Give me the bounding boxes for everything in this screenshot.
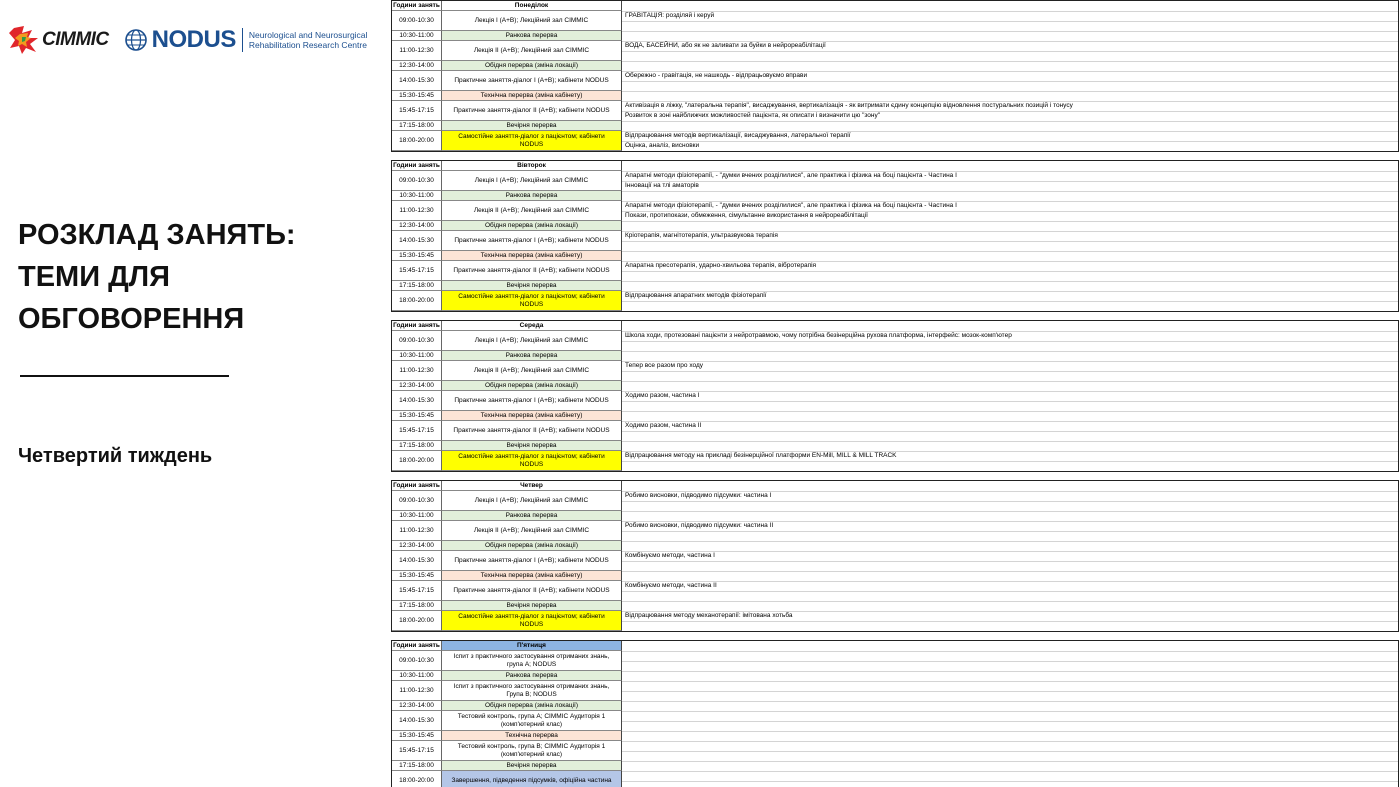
activity-cell: Самостійне заняття-діалог з пацієнтом; кабінети NODUS: [442, 451, 622, 471]
day-name: Четвер: [442, 481, 622, 491]
time-cell: 15:30-15:45: [392, 91, 442, 101]
activity-cell: Тестовий контроль, група А; CIMMIC Аудиторія 1 (комп'ютерний клас): [442, 711, 622, 731]
schedule-row: [392, 361, 1398, 381]
day-name: П'ятниця: [442, 641, 622, 651]
activity-cell: Лекція II (А+В); Лекційний зал CIMMIC: [442, 521, 622, 541]
time-cell: 09:00-10:30: [392, 11, 442, 31]
activity-cell: Іспит з практичного застосування отриманих знань, Група В; NODUS: [442, 681, 622, 701]
time-cell: 14:00-15:30: [392, 231, 442, 251]
topic-line: Комбінуємо методи, частина I: [625, 552, 715, 559]
topic-line: Ходимо разом, частина II: [625, 422, 702, 429]
activity-cell: Обідня перерва (зміна локації): [442, 541, 622, 551]
time-cell: 09:00-10:30: [392, 651, 442, 671]
schedule-row: [392, 191, 1398, 201]
activity-cell: Практичне заняття-діалог II (А+В); кабінети NODUS: [442, 421, 622, 441]
activity-cell: Завершення, підведення підсумків, офіційна частина: [442, 771, 622, 787]
topic-line: Обережно - гравітація, не нашкодь - відпрацьовуємо вправи: [625, 72, 808, 79]
topic-line: Інновації на тлі аматорів: [625, 181, 699, 189]
topic-line: ГРАВІТАЦІЯ: розділяй і керуй: [625, 12, 715, 19]
schedule-row: [392, 581, 1398, 601]
topic-text: [625, 71, 807, 81]
title-divider: [20, 375, 229, 377]
activity-cell: Лекція II (А+В); Лекційний зал CIMMIC: [442, 201, 622, 221]
topic-text: [625, 291, 766, 301]
topic-line: Школа ходи, протезовані пацієнти з нейротравмою, чому потрібна безінерційна рухова платформа, інтерфейс: мозок-комп'ютер: [625, 332, 1012, 339]
day-block: [391, 480, 1399, 632]
schedule-row: [392, 381, 1398, 391]
schedule-row: [392, 651, 1398, 671]
hours-header: Години занять: [392, 321, 442, 331]
schedule-row: [392, 571, 1398, 581]
nodus-caption-line-1: Neurological and Neurosurgical: [248, 30, 368, 40]
schedule-row: [392, 91, 1398, 101]
time-cell: 17:15-18:00: [392, 601, 442, 611]
schedule-row: [392, 701, 1398, 711]
topic-text: [625, 361, 703, 371]
topic-text: [625, 391, 699, 401]
schedule-row: [392, 31, 1398, 41]
time-cell: 09:00-10:30: [392, 331, 442, 351]
schedule-row: [392, 521, 1398, 541]
schedule-row: [392, 511, 1398, 521]
topic-line: Тепер все разом про ходу: [625, 362, 704, 369]
activity-cell: Практичне заняття-діалог II (А+В); кабінети NODUS: [442, 101, 622, 121]
topic-line: Апаратна пресотерапія, ударно-хвильова терапія, вібротерапія: [625, 262, 817, 269]
activity-cell: Технічна перерва (зміна кабінету): [442, 91, 622, 101]
time-cell: 12:30-14:00: [392, 381, 442, 391]
schedule-row: [392, 11, 1398, 31]
nodus-caption: [249, 30, 368, 50]
time-cell: 14:00-15:30: [392, 551, 442, 571]
schedule-row: [392, 761, 1398, 771]
time-cell: 11:00-12:30: [392, 361, 442, 381]
time-cell: 10:30-11:00: [392, 511, 442, 521]
title-line-3: ОБГОВОРЕННЯ: [18, 303, 245, 335]
schedule-row: [392, 731, 1398, 741]
cimmic-logo: [8, 24, 109, 56]
topic-text: [625, 491, 771, 501]
schedule-row: [392, 421, 1398, 441]
schedule-row: [392, 601, 1398, 611]
topic-line: Ходимо разом, частина I: [625, 392, 700, 399]
time-cell: 11:00-12:30: [392, 41, 442, 61]
schedule-row: [392, 391, 1398, 411]
activity-cell: Лекція I (А+В); Лекційний зал CIMMIC: [442, 491, 622, 511]
activity-cell: Практичне заняття-діалог I (А+В); кабінети NODUS: [442, 391, 622, 411]
topic-line: ВОДА, БАСЕЙНИ, або як не заливати за буйки в нейрореабілітації: [625, 42, 826, 49]
time-cell: 14:00-15:30: [392, 391, 442, 411]
time-cell: 09:00-10:30: [392, 491, 442, 511]
topic-text: [625, 521, 773, 531]
topic-line: Оцінка, аналіз, висновки: [625, 141, 700, 149]
page-title: [18, 214, 358, 340]
day-block: [391, 640, 1399, 787]
schedule-row: [392, 281, 1398, 291]
schedule-row: [392, 491, 1398, 511]
activity-cell: Практичне заняття-діалог I (А+В); кабінети NODUS: [442, 551, 622, 571]
schedule-row: [392, 41, 1398, 61]
time-cell: 10:30-11:00: [392, 671, 442, 681]
activity-cell: Ранкова перерва: [442, 671, 622, 681]
topic-line: Апаратні методи фізіотерапії, - "думки вчених розділилися", але практика і фізика на боці пацієнта - Частина I: [625, 202, 957, 209]
time-cell: 12:30-14:00: [392, 541, 442, 551]
activity-cell: Ранкова перерва: [442, 191, 622, 201]
activity-cell: Іспит з практичного застосування отриманих знань, група А; NODUS: [442, 651, 622, 671]
week-label: Четвертий тиждень: [18, 445, 213, 467]
schedule-row: [392, 541, 1398, 551]
schedule-row: [392, 221, 1398, 231]
activity-cell: Вечірня перерва: [442, 121, 622, 131]
time-cell: 11:00-12:30: [392, 681, 442, 701]
schedule-row: [392, 71, 1398, 91]
topic-text: [625, 201, 957, 220]
logo-separator: [242, 28, 243, 52]
schedule-row: [392, 291, 1398, 311]
topic-text: [625, 451, 897, 461]
topic-text: [625, 231, 778, 241]
topic-line: Кріотерапія, магнітотерапія, ультразвукова терапія: [625, 232, 778, 239]
time-cell: 09:00-10:30: [392, 171, 442, 191]
activity-cell: Обідня перерва (зміна локації): [442, 381, 622, 391]
time-cell: 17:15-18:00: [392, 281, 442, 291]
activity-cell: Вечірня перерва: [442, 441, 622, 451]
day-block: [391, 160, 1399, 312]
nodus-caption-line-2: Rehabilitation Research Centre: [248, 40, 367, 50]
nodus-wordmark: NODUS: [151, 26, 236, 53]
hours-header: Години занять: [392, 161, 442, 171]
time-cell: 10:30-11:00: [392, 351, 442, 361]
topic-text: [625, 131, 851, 150]
time-cell: 18:00-20:00: [392, 771, 442, 787]
topic-line: Активізація в ліжку, "латеральна терапія", висаджування, вертикалізація - як витримати єдину концепцію відновлення постуральних позицій і тонусу: [625, 102, 1073, 109]
time-cell: 15:30-15:45: [392, 411, 442, 421]
activity-cell: Лекція I (А+В); Лекційний зал CIMMIC: [442, 171, 622, 191]
topic-line: Розвиток в зоні найближчих можливостей пацієнта, як описати і визначити цю "зону": [625, 111, 881, 119]
hours-header: Години занять: [392, 481, 442, 491]
activity-cell: Лекція I (А+В); Лекційний зал CIMMIC: [442, 11, 622, 31]
time-cell: 12:30-14:00: [392, 701, 442, 711]
time-cell: 18:00-20:00: [392, 131, 442, 151]
topic-line: Робимо висновки, підводимо підсумки: частина II: [625, 522, 774, 529]
time-cell: 15:45-17:15: [392, 741, 442, 761]
schedule-row: [392, 411, 1398, 421]
activity-cell: Тестовий контроль, група В; CIMMIC Аудиторія 1 (комп'ютерний клас): [442, 741, 622, 761]
schedule-row: [392, 681, 1398, 701]
time-cell: 17:15-18:00: [392, 121, 442, 131]
schedule-row: [392, 711, 1398, 731]
time-cell: 18:00-20:00: [392, 611, 442, 631]
topic-line: Відпрацювання методів вертикалізації, висаджування, латеральної терапії: [625, 132, 851, 139]
topic-text: [625, 171, 957, 190]
topic-text: [625, 551, 715, 561]
cimmic-wordmark: CIMMIC: [42, 29, 109, 50]
activity-cell: Технічна перерва (зміна кабінету): [442, 251, 622, 261]
activity-cell: Ранкова перерва: [442, 351, 622, 361]
schedule-row: [392, 261, 1398, 281]
activity-cell: Технічна перерва (зміна кабінету): [442, 411, 622, 421]
cimmic-mark-icon: [8, 24, 40, 56]
title-line-2: ТЕМИ ДЛЯ: [18, 261, 170, 293]
activity-cell: Обідня перерва (зміна локації): [442, 61, 622, 71]
schedule-row: [392, 131, 1398, 151]
time-cell: 12:30-14:00: [392, 61, 442, 71]
time-cell: 18:00-20:00: [392, 291, 442, 311]
hours-header: Години занять: [392, 1, 442, 11]
day-block: [391, 320, 1399, 472]
time-cell: 11:00-12:30: [392, 521, 442, 541]
time-cell: 14:00-15:30: [392, 711, 442, 731]
globe-icon: [125, 29, 147, 51]
time-cell: 17:15-18:00: [392, 761, 442, 771]
activity-cell: Практичне заняття-діалог I (А+В); кабінети NODUS: [442, 71, 622, 91]
time-cell: 15:45-17:15: [392, 261, 442, 281]
schedule-row: [392, 551, 1398, 571]
activity-cell: Лекція II (А+В); Лекційний зал CIMMIC: [442, 41, 622, 61]
activity-cell: Обідня перерва (зміна локації): [442, 221, 622, 231]
time-cell: 17:15-18:00: [392, 441, 442, 451]
time-cell: 11:00-12:30: [392, 201, 442, 221]
schedule-row: [392, 231, 1398, 251]
activity-cell: Лекція I (А+В); Лекційний зал CIMMIC: [442, 331, 622, 351]
activity-cell: Самостійне заняття-діалог з пацієнтом; кабінети NODUS: [442, 131, 622, 151]
topic-text: [625, 261, 816, 271]
time-cell: 15:30-15:45: [392, 251, 442, 261]
time-cell: 15:45-17:15: [392, 581, 442, 601]
topic-text: [625, 41, 826, 51]
day-name: Понеділок: [442, 1, 622, 11]
activity-cell: Лекція II (А+В); Лекційний зал CIMMIC: [442, 361, 622, 381]
topic-line: Комбінуємо методи, частина II: [625, 582, 717, 589]
schedule-row: [392, 121, 1398, 131]
topic-line: Робимо висновки, підводимо підсумки: частина I: [625, 492, 772, 499]
time-cell: 15:45-17:15: [392, 101, 442, 121]
topic-text: [625, 421, 701, 431]
topic-text: [625, 611, 793, 621]
time-cell: 15:45-17:15: [392, 421, 442, 441]
topic-line: Відпрацювання методу на прикладі безінерційної платформи EN-Mill, MILL & MILL TRACK: [625, 452, 897, 459]
activity-cell: Обідня перерва (зміна локації): [442, 701, 622, 711]
topic-line: Апаратні методи фізіотерапії, - "думки вчених розділилися", але практика і фізика на боці пацієнта - Частина I: [625, 172, 957, 179]
day-block: [391, 0, 1399, 152]
activity-cell: Ранкова перерва: [442, 511, 622, 521]
schedule-row: [392, 351, 1398, 361]
activity-cell: Практичне заняття-діалог II (А+В); кабінети NODUS: [442, 261, 622, 281]
topic-line: Відпрацювання апаратних методів фізіотерапії: [625, 292, 767, 299]
activity-cell: Вечірня перерва: [442, 281, 622, 291]
topic-line: Відпрацювання методу механотерапії: імітована хотьба: [625, 612, 793, 619]
schedule-row: [392, 671, 1398, 681]
day-name: Вівторок: [442, 161, 622, 171]
activity-cell: Технічна перерва (зміна кабінету): [442, 571, 622, 581]
topic-text: [625, 11, 714, 21]
activity-cell: Вечірня перерва: [442, 601, 622, 611]
time-cell: 10:30-11:00: [392, 31, 442, 41]
activity-cell: Самостійне заняття-діалог з пацієнтом; кабінети NODUS: [442, 291, 622, 311]
schedule-row: [392, 611, 1398, 631]
time-cell: 12:30-14:00: [392, 221, 442, 231]
activity-cell: Практичне заняття-діалог II (А+В); кабінети NODUS: [442, 581, 622, 601]
activity-cell: Самостійне заняття-діалог з пацієнтом; кабінети NODUS: [442, 611, 622, 631]
schedule-row: [392, 771, 1398, 787]
topic-text: [625, 581, 717, 591]
activity-cell: Практичне заняття-діалог I (А+В); кабінети NODUS: [442, 231, 622, 251]
activity-cell: Ранкова перерва: [442, 31, 622, 41]
day-name: Середа: [442, 321, 622, 331]
time-cell: 15:30-15:45: [392, 571, 442, 581]
schedule-row: [392, 61, 1398, 71]
activity-cell: Вечірня перерва: [442, 761, 622, 771]
activity-cell: Технічна перерва: [442, 731, 622, 741]
time-cell: 10:30-11:00: [392, 191, 442, 201]
time-cell: 14:00-15:30: [392, 71, 442, 91]
hours-header: Години занять: [392, 641, 442, 651]
time-cell: 18:00-20:00: [392, 451, 442, 471]
logos-bar: [8, 22, 367, 58]
nodus-logo: [125, 26, 368, 54]
topic-line: Покази, протипокази, обмеження, сімультанне використання в нейрореабілітації: [625, 211, 868, 219]
title-line-1: РОЗКЛАД ЗАНЯТЬ:: [18, 219, 296, 251]
schedule-row: [392, 441, 1398, 451]
time-cell: 15:30-15:45: [392, 731, 442, 741]
schedule-row: [392, 251, 1398, 261]
schedule-row: [392, 741, 1398, 761]
topic-text: [625, 101, 1073, 120]
topic-text: [625, 331, 1012, 341]
